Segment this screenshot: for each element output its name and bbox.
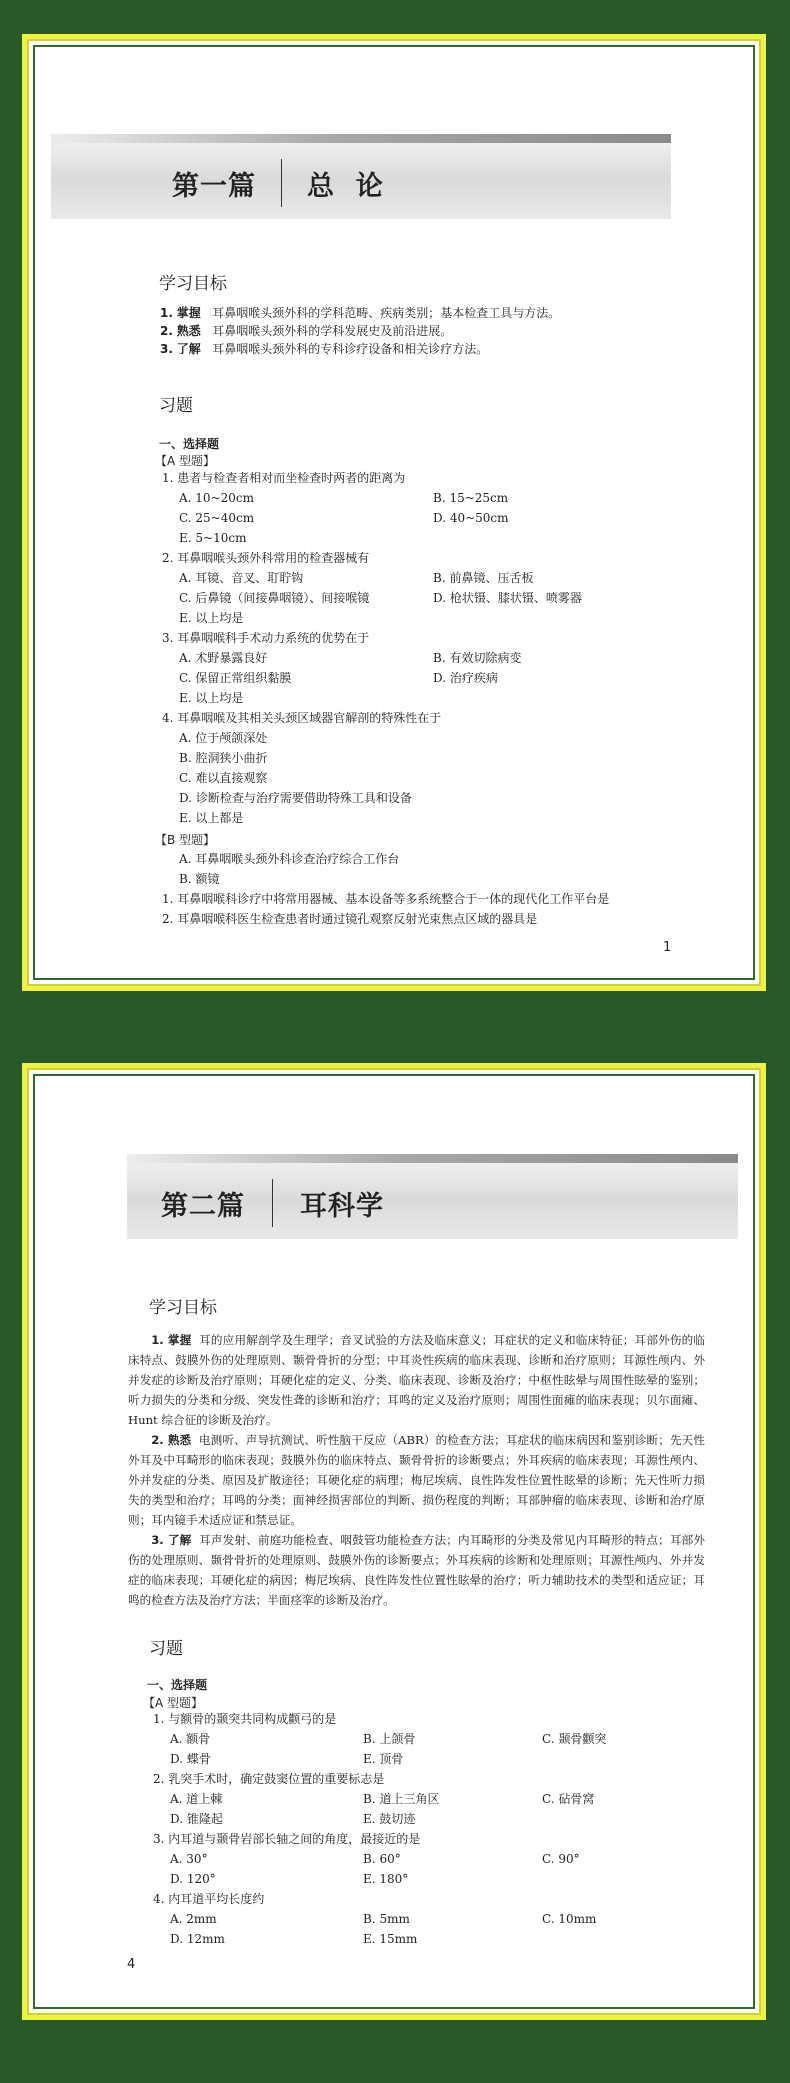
question-stem: 3. 耳鼻咽喉科手术动力系统的优势在于	[162, 631, 370, 645]
option: E. 以上均是	[179, 691, 244, 705]
question-stem: 2. 乳突手术时，确定鼓窦位置的重要标志是	[153, 1772, 385, 1786]
question-stem: 3. 内耳道与颞骨岩部长轴之间的角度，最接近的是	[153, 1832, 421, 1846]
option: D. 蝶骨	[170, 1752, 211, 1766]
option: E. 鼓切迹	[363, 1812, 416, 1826]
banner-divider	[272, 1179, 273, 1227]
option: D. 12mm	[170, 1932, 225, 1946]
option: B. 道上三角区	[363, 1792, 440, 1806]
question-stem: 4. 内耳道平均长度约	[153, 1892, 265, 1906]
section-heading: 一、选择题	[147, 1678, 208, 1692]
option: D. 120°	[170, 1872, 216, 1886]
goal-item: 1. 掌握 耳鼻咽喉头颈外科的学科范畴、疾病类别；基本检查工具与方法。	[160, 306, 561, 320]
page-number: 1	[663, 940, 672, 955]
option: E. 以上都是	[179, 811, 244, 825]
goal-item: 2. 熟悉 耳鼻咽喉头颈外科的学科发展史及前沿进展。	[160, 324, 453, 338]
option: A. 术野暴露良好	[179, 651, 268, 665]
option: D. 枪状镊、膝状镊、喷雾器	[433, 591, 582, 605]
question-stem: 4. 耳鼻咽喉及其相关头颈区域器官解剖的特殊性在于	[162, 711, 442, 725]
option: A. 额骨	[170, 1732, 211, 1746]
exercises-heading: 习题	[149, 1639, 183, 1659]
type-b-heading: 【B 型题】	[155, 833, 216, 847]
part-title: 总 论	[307, 171, 384, 202]
goal-paragraph: 1. 掌握 耳的应用解剖学及生理学；音叉试验的方法及临床意义；耳症状的定义和临床特征；耳部外伤的临床特点、鼓膜外伤的处理原则、颞骨骨折的分型；中耳炎性疾病的临床表现、诊断和治疗原则；耳源性颅内、外并发症的诊断及治疗原则；耳硬化症的定义、分类、临床表现、诊断及治疗；中枢性眩晕与周围性眩晕的鉴别；听力损失的分类和分级、突发性聋的诊断和治疗；耳鸣的定义及治疗原则；周围性面瘫的临床表现；贝尔面瘫、Hunt 综合征的诊断及治疗。	[128, 1333, 705, 1427]
option: D. 40~50cm	[433, 511, 509, 525]
goals-heading: 学习目标	[159, 274, 227, 294]
option: C. 砧骨窝	[542, 1792, 595, 1806]
question-stem: 1. 患者与检查者相对而坐检查时两者的距离为	[162, 471, 406, 485]
option: D. 诊断检查与治疗需要借助特殊工具和设备	[179, 791, 412, 805]
option: B. 5mm	[363, 1912, 410, 1926]
option: B. 前鼻镜、压舌板	[433, 571, 534, 585]
option: E. 180°	[363, 1872, 409, 1886]
option: A. 位于颅颌深处	[179, 731, 268, 745]
option: A. 道上棘	[170, 1792, 223, 1806]
question-stem: 2. 耳鼻咽喉科医生检查患者时通过镜孔观察反射光束焦点区域的器具是	[162, 912, 538, 926]
option: C. 保留正常组织黏膜	[179, 671, 292, 685]
option: E. 15mm	[363, 1932, 418, 1946]
option: C. 25~40cm	[179, 511, 255, 525]
exercises-heading: 习题	[159, 396, 193, 416]
question-stem: 1. 耳鼻咽喉科诊疗中将常用器械、基本设备等多系统整合于一体的现代化工作平台是	[162, 892, 610, 906]
option: A. 耳镜、音叉、耵聍钩	[179, 571, 304, 585]
banner-bar	[127, 1154, 738, 1163]
question-stem: 2. 耳鼻咽喉头颈外科常用的检查器械有	[162, 551, 370, 565]
option: C. 90°	[542, 1852, 580, 1866]
banner-bar	[51, 134, 671, 143]
goal-item: 3. 了解 耳鼻咽喉头颈外科的专科诊疗设备和相关诊疗方法。	[160, 342, 489, 356]
page-number: 4	[127, 1957, 136, 1972]
part-label: 第二篇	[161, 1191, 245, 1222]
goals-heading: 学习目标	[149, 1298, 217, 1318]
option: B. 腔洞狭小曲折	[179, 751, 268, 765]
option: A. 30°	[170, 1852, 208, 1866]
question-stem: 1. 与额骨的颞突共同构成颧弓的是	[153, 1712, 337, 1726]
section-heading: 一、选择题	[159, 437, 220, 451]
part-banner	[127, 1154, 738, 1239]
option: A. 2mm	[170, 1912, 217, 1926]
option: B. 有效切除病变	[433, 651, 522, 665]
option: C. 后鼻镜（间接鼻咽镜）、间接喉镜	[179, 591, 370, 605]
option: E. 5~10cm	[179, 531, 247, 545]
option: E. 顶骨	[363, 1752, 404, 1766]
banner-divider	[281, 159, 282, 207]
option: A. 10~20cm	[179, 491, 254, 505]
option: B. 60°	[363, 1852, 401, 1866]
option: B. 15~25cm	[433, 491, 509, 505]
option: C. 难以直接观察	[179, 771, 268, 785]
page-1	[22, 34, 766, 991]
goal-paragraph: 2. 熟悉 电测听、声导抗测试、听性脑干反应（ABR）的检查方法；耳症状的临床病因和鉴别诊断；先天性外耳及中耳畸形的临床表现；鼓膜外伤的临床特点、颞骨骨折的诊断要点；外耳疾病的临床表现；耳源性颅内、外并发症的分类、原因及扩散途径；耳硬化症的病理；梅尼埃病、良性阵发性位置性眩晕的诊断；先天性听力损失的类型和治疗；耳鸣的分类；面神经损害部位的判断、损伤程度的判断；耳部肿瘤的临床表现、诊断和治疗原则；耳内镜手术适应证和禁忌证。	[128, 1433, 705, 1527]
option: C. 颞骨颧突	[542, 1732, 607, 1746]
option: B. 上颌骨	[363, 1732, 416, 1746]
option: D. 治疗疾病	[433, 671, 498, 685]
type-a-heading: 【A 型题】	[143, 1696, 204, 1710]
part-banner	[51, 134, 671, 219]
option: C. 10mm	[542, 1912, 597, 1926]
goal-paragraph: 3. 了解 耳声发射、前庭功能检查、咽鼓管功能检查方法；内耳畸形的分类及常见内耳畸形的特点；耳部外伤的处理原则、颞骨骨折的处理原则、鼓膜外伤的诊断要点；外耳疾病的诊断和处理原则；耳源性颅内、外并发症的临床表现；耳硬化症的病因；梅尼埃病、良性阵发性位置性眩晕的治疗；听力辅助技术的类型和适应证；耳鸣的检查方法及治疗方法；半面痉挛的诊断及治疗。	[128, 1533, 705, 1607]
option: E. 以上均是	[179, 611, 244, 625]
page-2	[22, 1063, 766, 2020]
part-label: 第一篇	[172, 171, 256, 202]
option: D. 锥隆起	[170, 1812, 223, 1826]
type-a-heading: 【A 型题】	[155, 454, 216, 468]
option: B. 额镜	[179, 872, 220, 886]
option: A. 耳鼻咽喉头颈外科诊查治疗综合工作台	[179, 852, 400, 866]
part-title: 耳科学	[300, 1191, 384, 1222]
